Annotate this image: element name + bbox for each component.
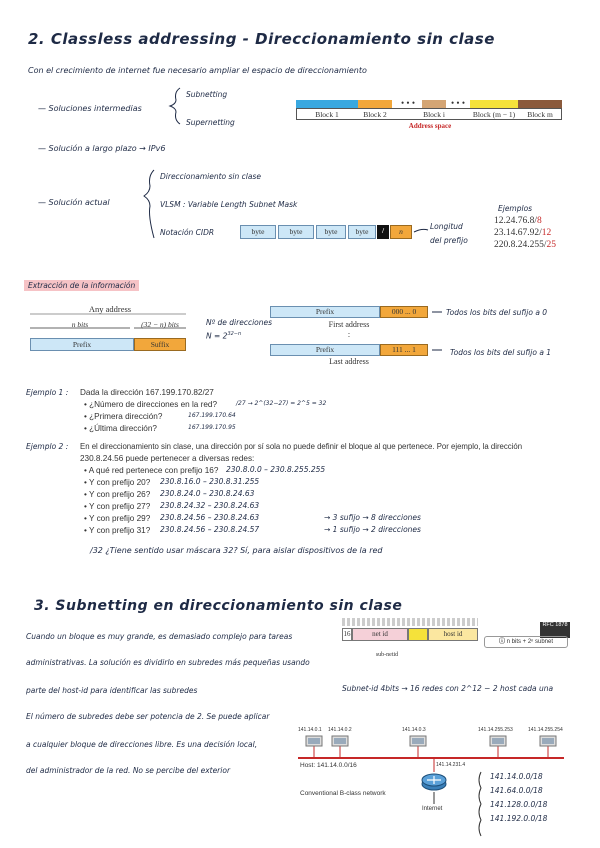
example2-statement-2: 230.8.24.56 puede pertenecer a diversas redes: [80, 454, 255, 463]
cidr-byte-1: byte [240, 225, 276, 239]
diag-subnetid: sub-netid [375, 652, 399, 658]
example2-label: Ejemplo 2 : [26, 442, 69, 451]
n-bits-label: n bits [71, 320, 89, 329]
section3-para-3: parte del host-id para identificar las subredes [26, 686, 198, 695]
ellipsis-colon: : [347, 330, 351, 339]
current-brace [144, 170, 154, 238]
example1-q2: • ¿Primera dirección? [84, 412, 163, 421]
last-prefix-box: Prefix [270, 344, 380, 356]
host-ip-1: 141.14.0.1 [298, 727, 322, 733]
diag-hostid: host id [428, 628, 478, 641]
subnet-3: 141.128.0.0/18 [490, 800, 548, 809]
cidr-byte-3: byte [316, 225, 346, 239]
example-cidr-3: 220.8.24.255/25 [494, 240, 557, 250]
info-box: ⓘ n bits + 2ⁿ subnet [484, 636, 568, 648]
example-cidr-1: 12.24.76.8/8 [494, 216, 542, 226]
cidr-n: n [390, 225, 412, 239]
example2-q-26: • Y con prefijo 26? [84, 490, 151, 499]
example2-footnote: /32 ¿Tiene sentido usar máscara 32? Sí, para aislar dispositivos de la red [90, 546, 383, 555]
section3-para-2: administrativas. La solución es dividirlo en subredes más pequeñas usando [26, 658, 310, 667]
block-m1-label: Block (m − 1) [472, 110, 516, 119]
info-icon: ⓘ [498, 639, 505, 645]
any-address-label: Any address [88, 304, 132, 314]
subnet-note: Subnet-id 4bits → 16 redes con 2^12 − 2 host cada una [342, 684, 554, 693]
cidr-item: Notación CIDR [160, 228, 215, 237]
cidr-byte-4: byte [348, 225, 376, 239]
section3-title: 3. Subnetting en direccionamiento sin clase [34, 598, 403, 614]
first-suffix-box: 000 ... 0 [380, 306, 428, 318]
prefix-length-note-1: Longitud [430, 222, 463, 231]
example-cidr-2: 23.14.67.92/12 [494, 228, 552, 238]
section3-para-6: del administrador de la red. No se percibe del exterior [26, 766, 231, 775]
long-term-solution: — Solución a largo plazo → IPv6 [38, 144, 166, 153]
example2-a-20: 230.8.16.0 – 230.8.31.255 [160, 477, 260, 486]
example2-note-31: → 1 sufijo → 2 direcciones [324, 525, 421, 534]
example2-a-31: 230.8.24.56 – 230.8.24.57 [160, 525, 260, 534]
interim-solutions-label: — Soluciones intermedias [38, 104, 142, 113]
example2-a-29: 230.8.24.56 – 230.8.24.63 [160, 513, 260, 522]
section2-intro: Con el crecimiento de internet fue necesario ampliar el espacio de direccionamiento [28, 66, 367, 75]
host-ip-2: 141.14.0.2 [328, 727, 352, 733]
cidr-byte-2: byte [278, 225, 314, 239]
block-2-label: Block 2 [363, 110, 387, 119]
section3-para-1: Cuando un bloque es muy grande, es demasiado complejo para tareas [26, 632, 293, 641]
first-note: Todos los bits del sufijo a 0 [446, 308, 548, 317]
interim-brace [170, 88, 180, 124]
examples-title: Ejemplos [498, 204, 533, 213]
section3-para-5: a cualquier bloque de direcciones libre. Es una decisión local, [26, 740, 258, 749]
block-m-label: Block m [527, 110, 553, 119]
dots-2: • • • [451, 98, 465, 108]
address-space-label: Address space [408, 122, 452, 130]
first-address-label: First address [328, 320, 370, 329]
example2-q-31: • Y con prefijo 31? [84, 526, 151, 535]
prefix-length-arrow [414, 229, 428, 232]
extraction-title: Extracción de la información [24, 280, 139, 291]
example2-q-27: • Y con prefijo 27? [84, 502, 151, 511]
prefix-length-note-2: del prefijo [430, 236, 468, 245]
first-prefix-box: Prefix [270, 306, 380, 318]
last-note: Todos los bits del sufijo a 1 [450, 348, 552, 357]
block-i-label: Block i [423, 110, 445, 119]
router-ip: 141.14.231.4 [436, 762, 466, 768]
example2-a-16: 230.8.0.0 – 230.8.255.255 [226, 465, 326, 474]
last-suffix-box: 111 ... 1 [380, 344, 428, 356]
example1-a2: 167.199.170.64 [188, 412, 236, 419]
host-ip-4: 141.14.255.253 [478, 727, 513, 733]
network-label: Conventional B-class network [300, 790, 386, 797]
internet-label: Internet [422, 806, 443, 812]
host-ip-5: 141.14.255.254 [528, 727, 563, 733]
section2-title: 2. Classless addressing - Direccionamiento sin clase [28, 30, 495, 48]
example2-q-20: • Y con prefijo 20? [84, 478, 151, 487]
section3-para-4: El número de subredes debe ser potencia de 2. Se puede aplicar [26, 712, 270, 721]
host-ip-3: 141.14.0.3 [402, 727, 426, 733]
rfc-badge: RFC 1878 [540, 622, 570, 638]
cidr-slash: / [377, 225, 389, 239]
classless-item: Direccionamiento sin clase [160, 172, 261, 181]
count-label: Nº de direcciones [206, 318, 273, 327]
example1-label: Ejemplo 1 : [26, 388, 69, 397]
example2-q-29: • Y con prefijo 29? [84, 514, 151, 523]
dots-1: • • • [401, 98, 415, 108]
subnet-4: 141.192.0.0/18 [490, 814, 548, 823]
subnet-2: 141.64.0.0/18 [490, 786, 543, 795]
example2-q-16: • A qué red pertenece con prefijo 16? [84, 466, 219, 475]
subnetting-item: Subnetting [186, 90, 228, 99]
diag-netid: net id [352, 628, 408, 641]
example2-note-29: → 3 sufijo → 8 direcciones [324, 513, 421, 522]
example1-a3: 167.199.170.95 [188, 424, 236, 431]
supernetting-item: Supernetting [186, 118, 235, 127]
example1-q1: • ¿Número de direcciones en la red? [84, 400, 218, 409]
example2-a-26: 230.8.24.0 – 230.8.24.63 [160, 489, 255, 498]
last-address-label: Last address [329, 357, 369, 366]
any-suffix-box: Suffix [134, 338, 186, 351]
example1-q3: • ¿Última dirección? [84, 424, 157, 433]
vlsm-item: VLSM : Variable Length Subnet Mask [160, 200, 298, 209]
example2-a-27: 230.8.24.32 – 230.8.24.63 [160, 501, 260, 510]
host-net-label: Host: 141.14.0.0/16 [300, 762, 357, 769]
any-prefix-box: Prefix [30, 338, 134, 351]
example1-statement: Dada la dirección 167.199.170.82/27 [80, 388, 214, 397]
block-1-label: Block 1 [315, 110, 339, 119]
current-solution-label: — Solución actual [38, 198, 110, 207]
count-formula: $N = 2^{32-n}$ [206, 331, 242, 341]
rest-bits-label: (32 − n) bits [141, 320, 179, 329]
example1-a1: /27 → 2^(32−27) = 2^5 = 32 [236, 400, 327, 407]
subnet-1: 141.14.0.0/18 [490, 772, 543, 781]
example2-statement-1: En el direccionamiento sin clase, una dirección por sí sola no puede definir el bloque al que pertenece. Por ejemplo, la dirección [80, 442, 523, 451]
diag-16: 16 [342, 628, 352, 641]
